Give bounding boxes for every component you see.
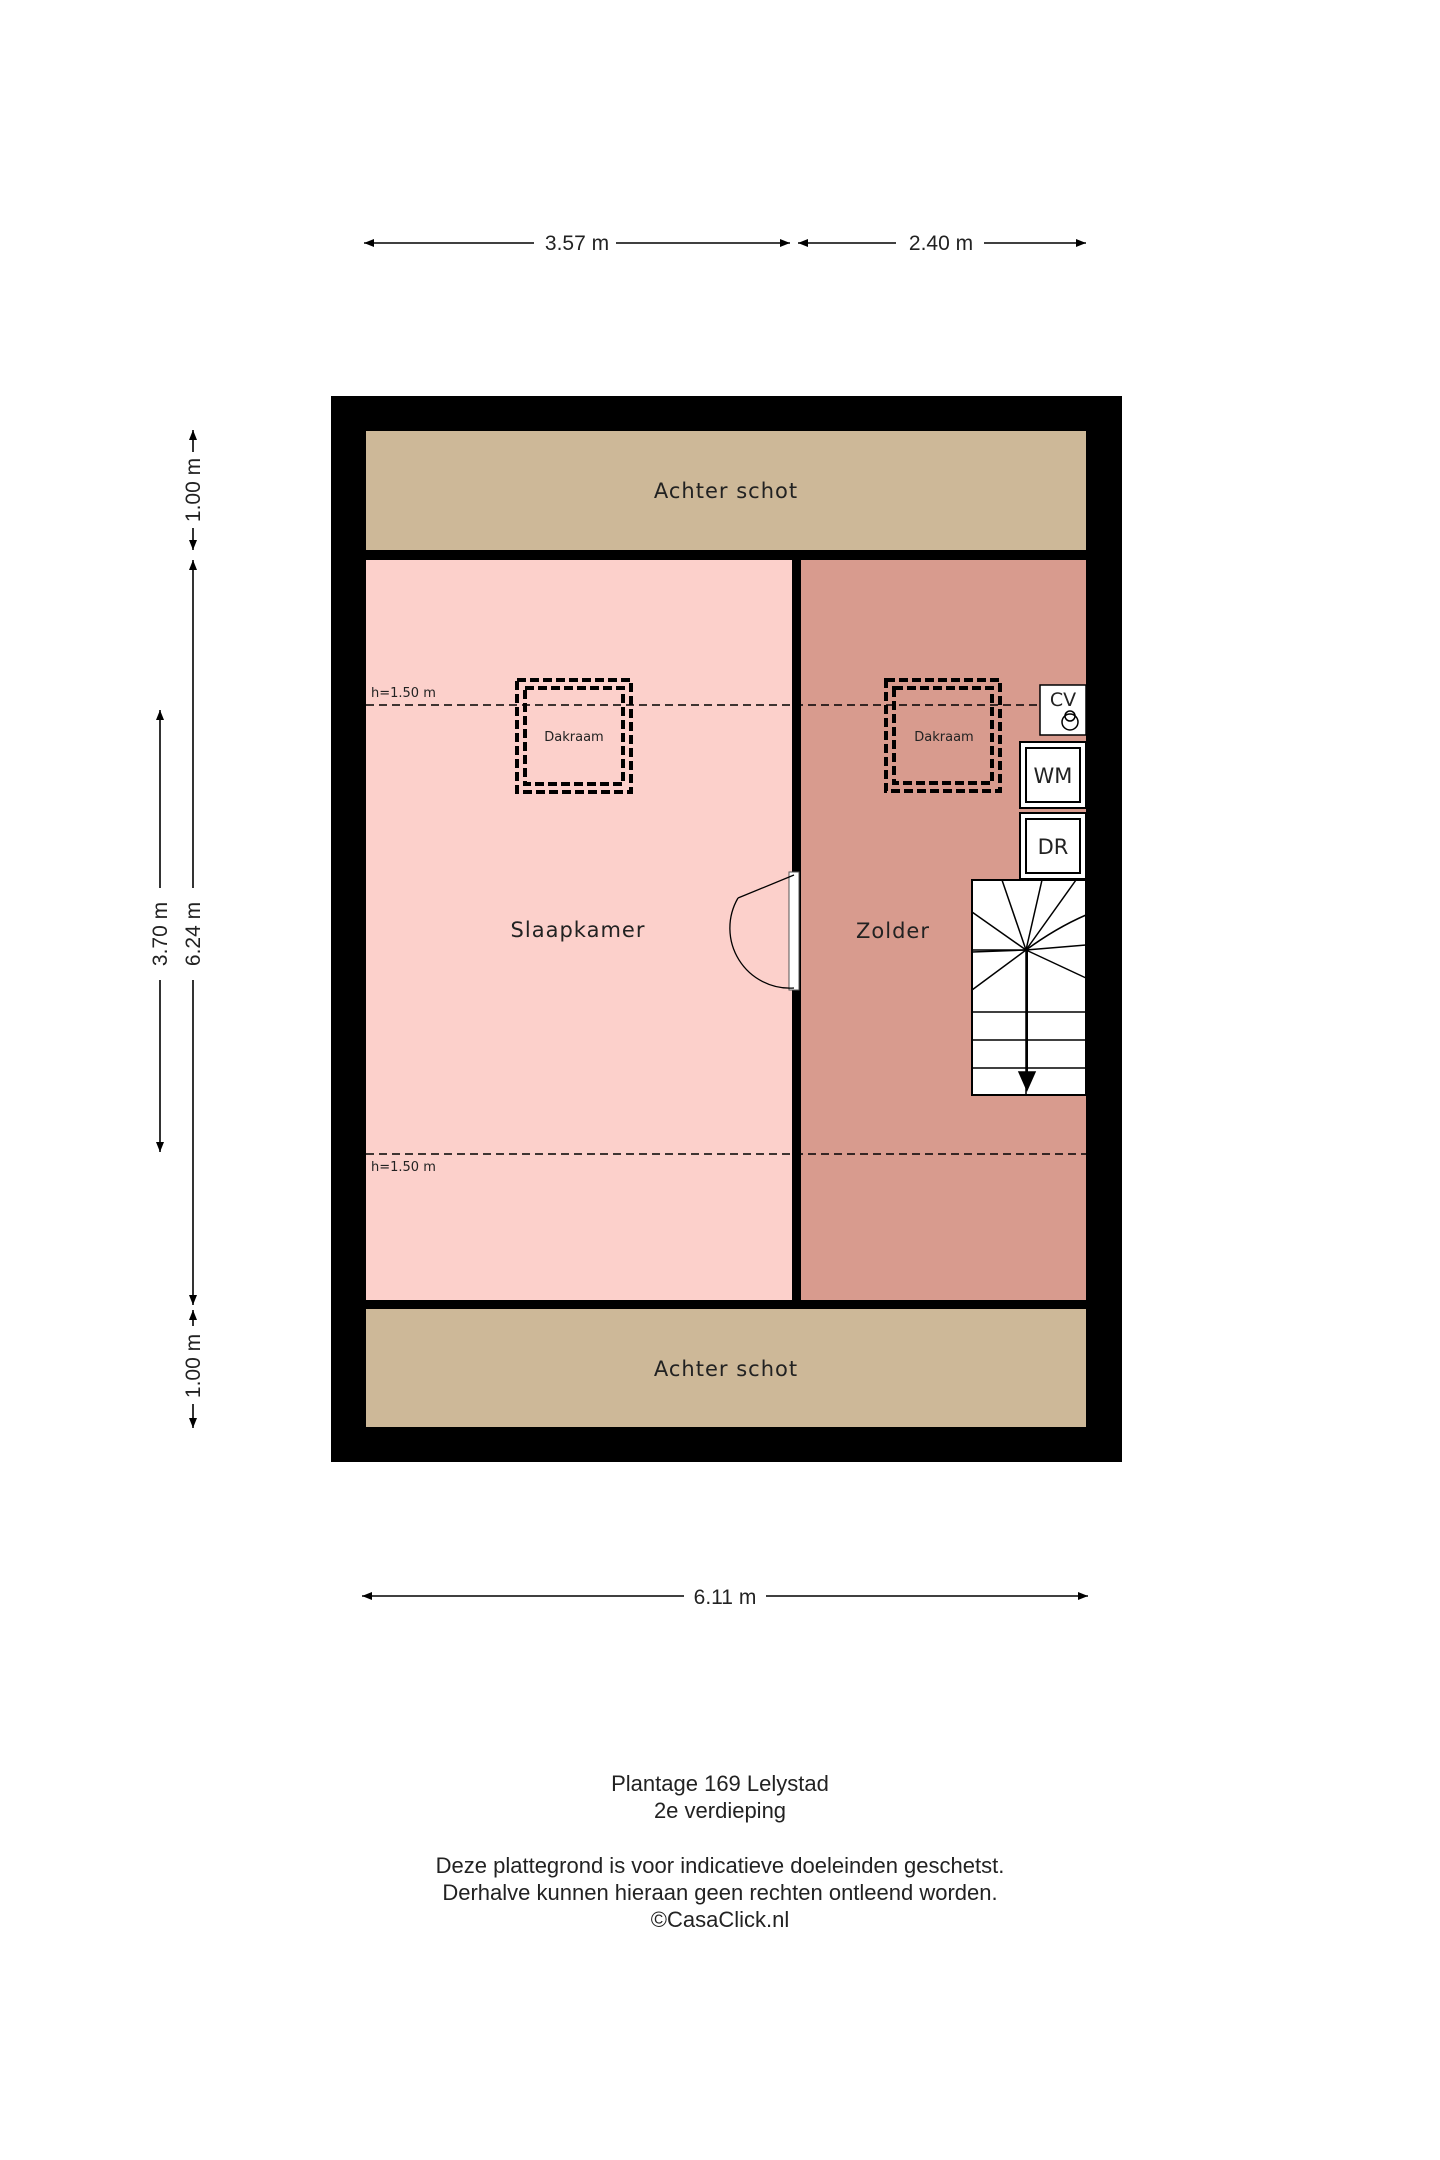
dimension-top-right-label: 2.40 m [908, 232, 974, 255]
address: Plantage 169 Lelystad [611, 1771, 829, 1796]
room-slaapkamer-label: Slaapkamer [510, 918, 646, 942]
floor-name: 2e verdieping [653, 1798, 787, 1823]
copyright: ©CasaClick.nl [650, 1907, 790, 1932]
dimension-top-right [798, 232, 1086, 255]
dimension-left-total-label: 6.24 m [182, 901, 205, 967]
dimension-left-bottom [182, 1310, 205, 1428]
height-line-bottom-label: h=1.50 m [371, 1160, 436, 1175]
dimension-left-top-label: 1.00 m [182, 457, 205, 523]
dimension-left-inner-label: 3.70 m [149, 901, 172, 967]
room-zolder-label: Zolder [856, 919, 930, 943]
skylight-right-label: Dakraam [914, 730, 974, 745]
room-achter-schot-bottom-label: Achter schot [653, 1357, 799, 1381]
dimension-top-left-label: 3.57 m [544, 232, 610, 255]
dr-label: DR [1037, 835, 1069, 859]
disclaimer-line-2: Derhalve kunnen hieraan geen rechten ontleend worden. [442, 1880, 998, 1905]
dimension-top-left [364, 232, 790, 255]
dimension-left-total [182, 560, 205, 1305]
dimension-bottom [362, 1586, 1088, 1609]
footer-info [0, 1770, 1440, 1824]
room-achter-schot-top-label: Achter schot [653, 479, 799, 503]
dimension-left-top [182, 430, 205, 550]
wm-label: WM [1033, 764, 1073, 788]
disclaimer-line-1: Deze plattegrond is voor indicatieve doeleinden geschetst. [435, 1853, 1005, 1878]
dimension-left-bottom-label: 1.00 m [182, 1333, 205, 1399]
cv-unit [1040, 685, 1086, 735]
skylight-left-label: Dakraam [544, 730, 604, 745]
cv-label: CV [1049, 689, 1077, 711]
dimension-left-inner [149, 710, 172, 1152]
dimension-bottom-label: 6.11 m [693, 1586, 757, 1609]
height-line-top-label: h=1.50 m [371, 686, 436, 701]
dryer [1020, 813, 1086, 879]
staircase [972, 880, 1086, 1095]
footer-disclaimer [0, 1852, 1440, 1933]
washing-machine [1020, 742, 1086, 808]
